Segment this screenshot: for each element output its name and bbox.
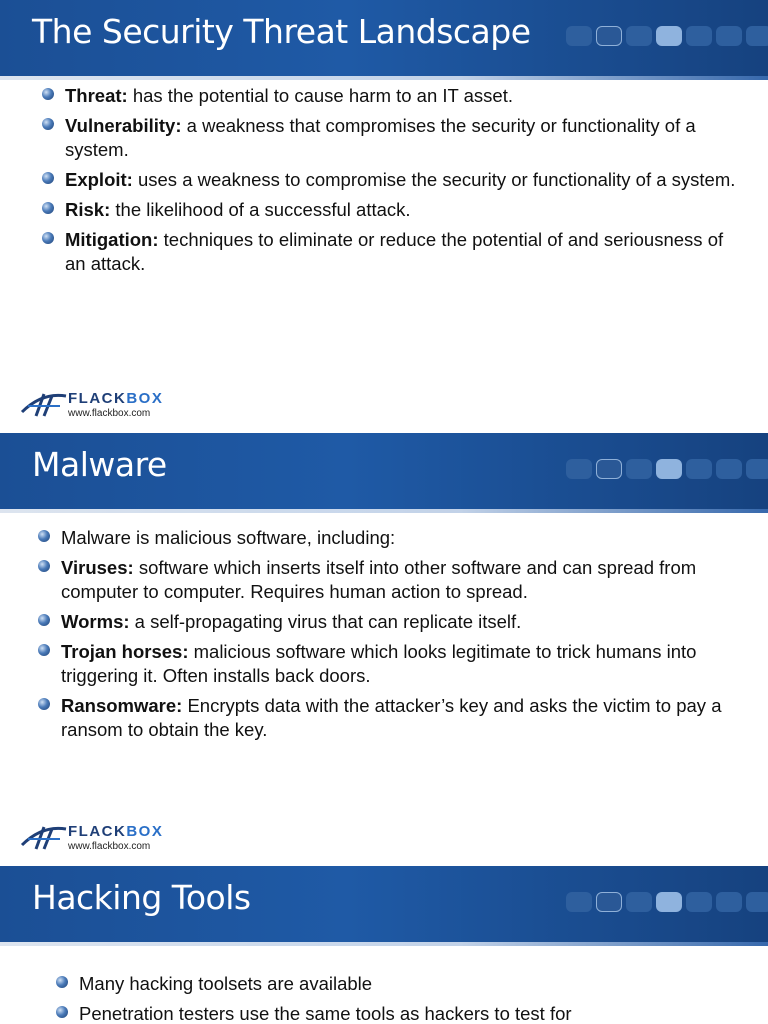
bullet-list [0, 84, 740, 282]
nav-pill [626, 26, 652, 46]
logo-url: www.flackbox.com [68, 408, 151, 419]
nav-pill [686, 892, 712, 912]
bullet-icon [42, 172, 54, 184]
list-item [0, 610, 741, 634]
bullet-text: software which inserts itself into other software and can spread from computer to computer. Requires human action to spread. [61, 557, 697, 602]
nav-pill [716, 26, 742, 46]
bullet-term: Risk: [65, 199, 111, 220]
list-item [0, 640, 741, 688]
bullet-term: Worms: [61, 611, 130, 632]
nav-pill [716, 459, 742, 479]
bullet-list [0, 972, 739, 1024]
flackbox-logo-icon [20, 821, 68, 851]
list-item [0, 114, 740, 162]
bullet-icon [38, 644, 50, 656]
bullet-term: Trojan horses: [61, 641, 189, 662]
bullet-text: uses a weakness to compromise the security or functionality of a system. [132, 169, 736, 190]
nav-pill [566, 459, 592, 479]
bullet-text: Malware is malicious software, including: [61, 527, 396, 548]
bullet-term: Mitigation: [65, 229, 159, 250]
nav-pill [686, 26, 712, 46]
nav-pill [746, 26, 768, 46]
list-item [0, 526, 741, 550]
slide-banner [0, 866, 768, 946]
bullet-icon [42, 202, 54, 214]
list-item [0, 228, 740, 276]
flackbox-logo [20, 821, 180, 861]
bullet-term: Exploit: [65, 169, 133, 190]
list-item [0, 556, 741, 604]
logo-url: www.flackbox.com [68, 841, 151, 852]
slide-2 [0, 433, 768, 865]
bullet-term: Vulnerability: [65, 115, 182, 136]
nav-pill [746, 459, 768, 479]
nav-pill [596, 892, 622, 912]
list-item [0, 198, 740, 222]
bullet-term: Ransomware: [61, 695, 183, 716]
bullet-text: has the potential to cause harm to an IT asset. [127, 85, 514, 106]
nav-pill [686, 459, 712, 479]
slide-title: The Security Threat Landscape [32, 12, 531, 51]
slide-title: Hacking Tools [32, 878, 251, 917]
nav-pill [596, 26, 622, 46]
bullet-icon [38, 698, 50, 710]
nav-pill [626, 892, 652, 912]
list-item [0, 84, 740, 108]
list-item [0, 1002, 739, 1024]
logo-brand: FLACKBOX [68, 390, 164, 407]
list-item [0, 972, 739, 996]
flackbox-logo [20, 388, 180, 428]
logo-brand: FLACKBOX [68, 823, 164, 840]
bullet-term: Viruses: [61, 557, 134, 578]
bullet-text: Many hacking toolsets are available [79, 973, 373, 994]
bullet-icon [38, 614, 50, 626]
bullet-text: the likelihood of a successful attack. [110, 199, 411, 220]
bullet-text: techniques to eliminate or reduce the potential of and seriousness of an attack. [65, 229, 724, 274]
nav-pill [716, 892, 742, 912]
slide-1 [0, 0, 768, 432]
bullet-text: Penetration testers use the same tools as hackers to test for [79, 1003, 572, 1024]
slide-banner [0, 0, 768, 80]
bullet-text: Encrypts data with the attacker’s key and asks the victim to pay a ransom to obtain the key. [61, 695, 722, 740]
nav-pill [566, 26, 592, 46]
bullet-text: a self-propagating virus that can replicate itself. [129, 611, 522, 632]
slide-banner [0, 433, 768, 513]
list-item [0, 694, 741, 742]
bullet-text: a weakness that compromises the security or functionality of a system. [65, 115, 696, 160]
bullet-icon [42, 118, 54, 130]
slide-nav-pills [566, 459, 768, 481]
slide-nav-pills [566, 892, 768, 914]
bullet-icon [56, 976, 68, 988]
list-item [0, 168, 740, 192]
nav-pill-active [656, 26, 682, 46]
nav-pill [746, 892, 768, 912]
slide-3 [0, 866, 768, 1024]
flackbox-logo-icon [20, 388, 68, 418]
bullet-term: Threat: [65, 85, 128, 106]
nav-pill-active [656, 892, 682, 912]
bullet-icon [38, 560, 50, 572]
bullet-icon [42, 232, 54, 244]
nav-pill-active [656, 459, 682, 479]
bullet-text: malicious software which looks legitimate to trick humans into triggering it. Often installs back doors. [61, 641, 697, 686]
bullet-list [0, 526, 741, 748]
bullet-icon [38, 530, 50, 542]
bullet-icon [56, 1006, 68, 1018]
slide-nav-pills [566, 26, 768, 48]
slide-title: Malware [32, 445, 167, 484]
nav-pill [596, 459, 622, 479]
nav-pill [566, 892, 592, 912]
nav-pill [626, 459, 652, 479]
bullet-icon [42, 88, 54, 100]
